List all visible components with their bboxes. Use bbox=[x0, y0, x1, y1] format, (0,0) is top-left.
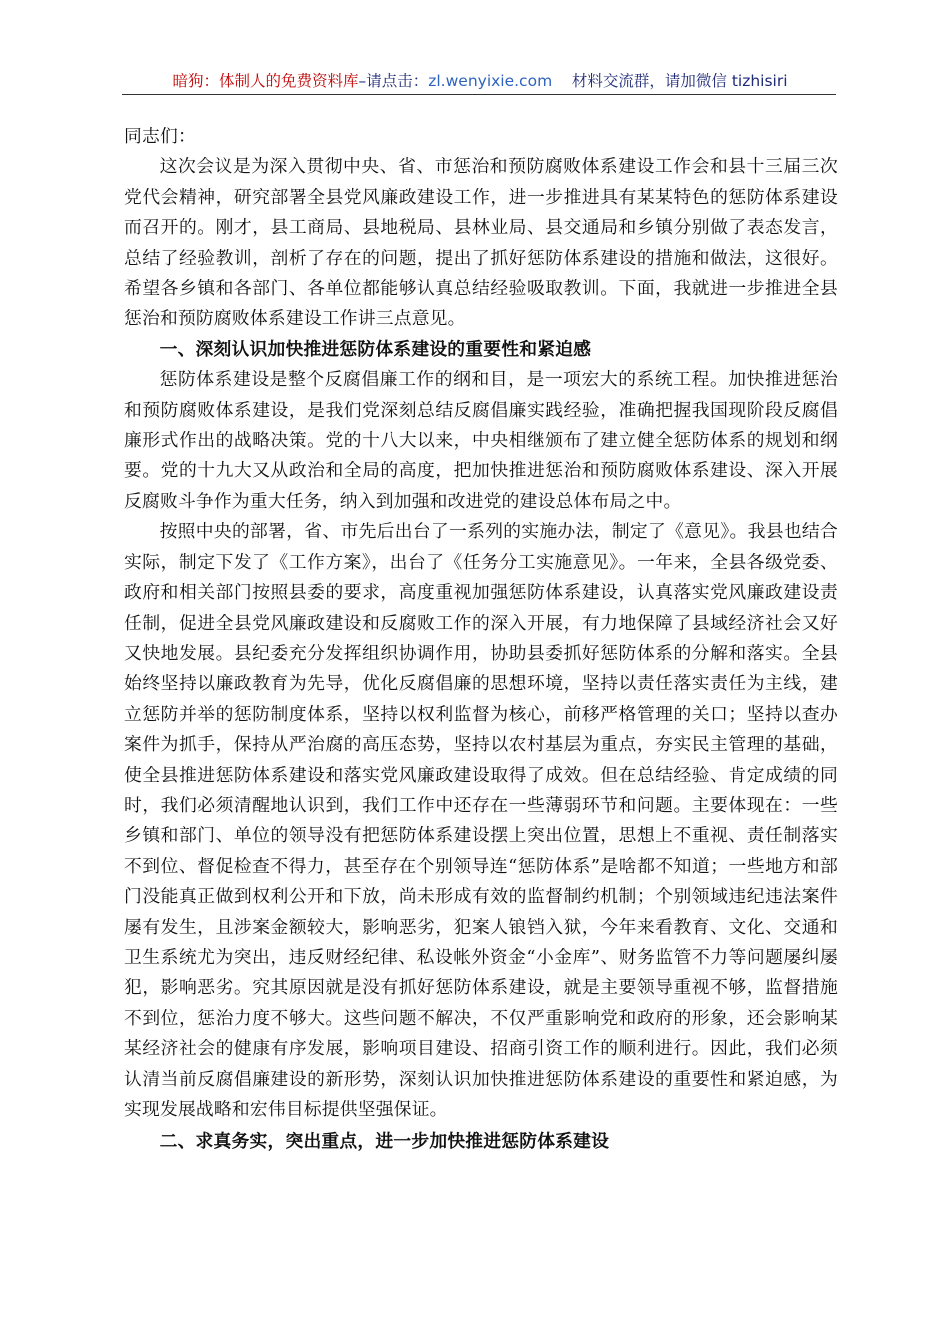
page-header bbox=[124, 68, 836, 94]
header-rule bbox=[122, 94, 836, 95]
document-body bbox=[124, 122, 838, 1158]
header-prompt: –请点击： bbox=[358, 72, 429, 90]
header-contact: 材料交流群，请加微信 tizhisiri bbox=[571, 72, 788, 90]
salutation: 同志们： bbox=[124, 126, 196, 147]
paragraph-intro: 这次会议是为深入贯彻中央、省、市惩治和预防腐败体系建设工作会和县十三届三次党代会精神，研究部署全县党风廉政建设工作，进一步推进具有某某特色的惩防体系建设而召开的。刚才，县工商局、县地税局、县林业局、县交通局和乡镇分别做了表态发言，总结了经验教训，剖析了存在的问题，提出了抓好惩防体系建设的措施和做法，这很好。希望各乡镇和各部门、各单位都能够认真总结经验吸取教训。下面，我就进一步推进全县惩治和预防腐败体系建设工作讲三点意见。 bbox=[124, 156, 838, 330]
section-heading-1: 一、深刻认识加快推进惩防体系建设的重要性和紧迫感 bbox=[159, 338, 592, 360]
paragraph-1: 惩防体系建设是整个反腐倡廉工作的纲和目，是一项宏大的系统工程。加快推进惩治和预防腐败体系建设，是我们党深刻总结反腐倡廉实践经验，准确把握我国现阶段反腐倡廉形式作出的战略决策。党的十八大以来，中央相继颁布了建立健全惩防体系的规划和纲要。党的十九大又从政治和全局的高度，把加快推进惩治和预防腐败体系建设、深入开展反腐败斗争作为重大任务，纳入到加强和改进党的建设总体布局之中。 bbox=[124, 369, 838, 512]
section-heading-2: 二、求真务实，突出重点，进一步加快推进惩防体系建设 bbox=[159, 1131, 610, 1153]
header-link[interactable]: zl.wenyixie.com bbox=[428, 72, 553, 90]
header-brand: 暗狗：体制人的免费资料库 bbox=[172, 72, 359, 90]
paragraph-2: 按照中央的部署，省、市先后出台了一系列的实施办法，制定了《意见》。我县也结合实际，制定下发了《工作方案》，出台了《任务分工实施意见》。一年来，全县各级党委、政府和相关部门按照县委的要求，高度重视加强惩防体系建设，认真落实党风廉政建设责任制，促进全县党风廉政建设和反腐败工作的深入开展，有力地保障了县域经济社会又好又快地发展。县纪委充分发挥组织协调作用，协助县委抓好惩防体系的分解和落实。全县始终坚持以廉政教育为先导，优化反腐倡廉的思想环境，坚持以责任落实责任为主线，建立惩防并举的惩防制度体系，坚持以权利监督为核心，前移严格管理的关口；坚持以查办案件为抓手，保持从严治腐的高压态势，坚持以农村基层为重点，夯实民主管理的基础，使全县推进惩防体系建设和落实党风廉政建设取得了成效。但在总结经验、肯定成绩的同时，我们必须清醒地认识到，我们工作中还存在一些薄弱环节和问题。主要体现在：一些乡镇和部门、单位的领导没有把惩防体系建设摆上突出位置，思想上不重视、责任制落实不到位、督促检查不得力，甚至存在个别领导连“惩防体系”是啥都不知道；一些地方和部门没能真正做到权利公开和下放，尚未形成有效的监督制约机制；个别领域违纪违法案件屡有发生，且涉案金额较大，影响恶劣，犯案人锒铛入狱，今年来看教育、文化、交通和卫生系统尤为突出，违反财经纪律、私设帐外资金“小金库”、财务监管不力等问题屡纠屡犯，影响恶劣。究其原因就是没有抓好惩防体系建设，就是主要领导重视不够，监督措施不到位，惩治力度不够大。这些问题不解决，不仅严重影响党和政府的形象，还会影响某某经济社会的健康有序发展，影响项目建设、招商引资工作的顺利进行。因此，我们必须认清当前反腐倡廉建设的新形势，深刻认识加快推进惩防体系建设的重要性和紧迫感，为实现发展战略和宏伟目标提供坚强保证。 bbox=[124, 521, 838, 1120]
